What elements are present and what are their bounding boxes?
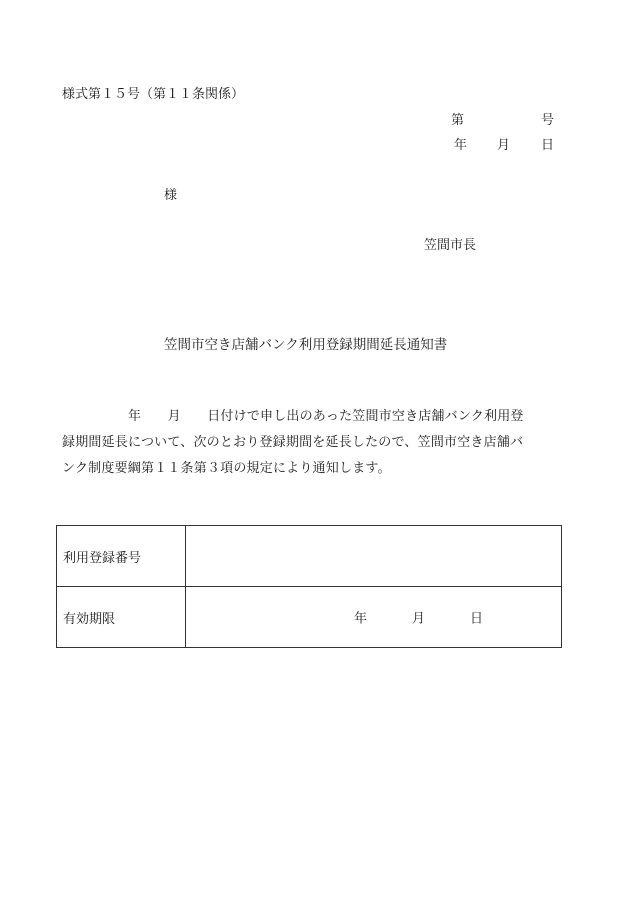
notice-body-line-1: 年 月 日付けで申し出のあった笠間市空き店舗バンク利用登 (62, 409, 524, 424)
issuer-name: 笠間市長 (424, 238, 477, 253)
table-row-expiry (57, 587, 562, 648)
registration-number-label: 利用登録番号 (57, 526, 186, 587)
notice-body-line-3: ンク制度要綱第１１条第３項の規定により通知します。 (62, 461, 391, 476)
notice-body-line-2: 録期間延長について、次のとおり登録期間を延長したので、笠間市空き店舗バ (62, 435, 524, 450)
document-number-prefix: 第 (451, 113, 465, 128)
issue-date-year: 年 (454, 138, 468, 153)
document-number-suffix: 号 (540, 113, 554, 128)
expiry-month: 月 (412, 611, 426, 627)
notice-body (62, 404, 582, 482)
form-number: 様式第１５号（第１１条関係） (62, 87, 245, 102)
expiry-year: 年 (354, 611, 368, 627)
registration-number-value (186, 526, 562, 587)
expiry-day: 日 (470, 611, 484, 627)
issue-date-day: 日 (541, 138, 555, 153)
expiry-value (186, 587, 562, 648)
registration-info-table (56, 525, 562, 648)
table-row-registration-number (57, 526, 562, 587)
addressee-honorific: 様 (164, 188, 178, 203)
document-title: 笠間市空き店舗バンク利用登録期間延長通知書 (164, 337, 448, 353)
expiry-label: 有効期限 (57, 587, 186, 648)
issue-date-month: 月 (497, 138, 511, 153)
